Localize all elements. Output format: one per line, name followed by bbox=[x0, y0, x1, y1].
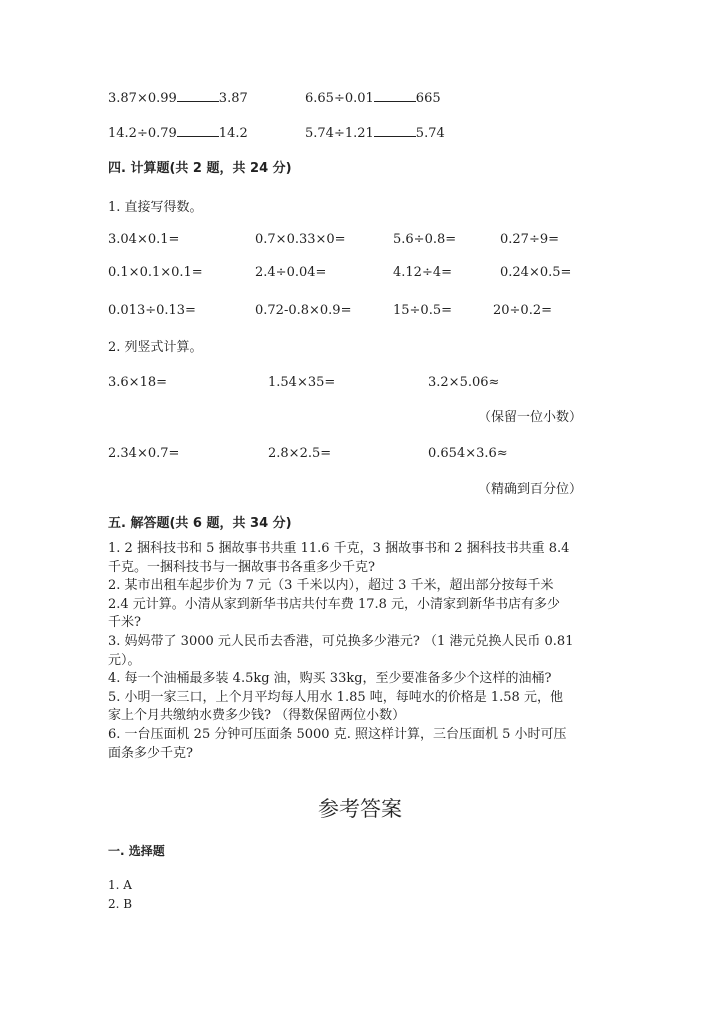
calc-item: 5.6÷0.8= bbox=[393, 232, 457, 247]
problem-line: 家上个月共缴纳水费多少钱? （得数保留两位小数） bbox=[108, 708, 406, 724]
answer-blank[interactable] bbox=[374, 89, 416, 102]
problem-line: 6. 一台压面机 25 分钟可压面条 5000 克. 照这样计算，三台压面机 5 小时可压 bbox=[108, 726, 567, 742]
rounding-note: （保留一位小数） bbox=[478, 410, 583, 425]
answers-section-heading: 一. 选择题 bbox=[108, 844, 165, 858]
section-heading: 五. 解答题(共 6 题，共 34 分) bbox=[108, 516, 292, 531]
vertical-calc-item: 0.654×3.6≈ bbox=[428, 446, 508, 461]
answer-item: 1. A bbox=[108, 878, 132, 892]
compare-item: 14.2÷0.79 14.2 bbox=[108, 126, 248, 141]
vertical-calc-item: 2.8×2.5= bbox=[268, 446, 332, 461]
calc-item: 0.1×0.1×0.1= bbox=[108, 265, 203, 280]
problem-line: 千克。一捆科技书与一捆故事书各重多少千克? bbox=[108, 559, 375, 575]
answer-blank[interactable] bbox=[374, 124, 416, 137]
calc-item: 0.7×0.33×0= bbox=[255, 232, 346, 247]
vertical-calc-item: 2.34×0.7= bbox=[108, 446, 180, 461]
problem-line: 3. 妈妈带了 3000 元人民币去香港，可兑换多少港元? （1 港元兑换人民币 0.81 bbox=[108, 633, 574, 649]
problem-line: 千米? bbox=[108, 615, 141, 631]
problem-line: 5. 小明一家三口，上个月平均每人用水 1.85 吨，每吨水的价格是 1.58 元，他 bbox=[108, 689, 563, 705]
question-label: 1. 直接写得数。 bbox=[108, 200, 203, 215]
calc-item: 4.12÷4= bbox=[393, 265, 453, 280]
calc-item: 0.27÷9= bbox=[500, 232, 560, 247]
calc-item: 3.04×0.1= bbox=[108, 232, 180, 247]
problem-line: 面条多少千克? bbox=[108, 745, 193, 761]
vertical-calc-item: 1.54×35= bbox=[268, 375, 336, 390]
vertical-calc-item: 3.6×18= bbox=[108, 375, 168, 390]
problem-line: 元）。 bbox=[108, 652, 141, 668]
calc-item: 0.72-0.8×0.9= bbox=[255, 303, 352, 318]
problem-line: 4. 每一个油桶最多装 4.5kg 油，购买 33kg，至少要准备多少个这样的油桶? bbox=[108, 671, 552, 687]
compare-item: 6.65÷0.01 665 bbox=[305, 91, 441, 106]
problem-line: 2. 某市出租车起步价为 7 元（3 千米以内），超过 3 千米，超出部分按每千米 bbox=[108, 578, 554, 594]
problem-line: 2.4 元计算。小清从家到新华书店共付车费 17.8 元，小清家到新华书店有多少 bbox=[108, 596, 561, 612]
answer-item: 2. B bbox=[108, 897, 133, 911]
calc-item: 0.24×0.5= bbox=[500, 265, 572, 280]
rounding-note: （精确到百分位） bbox=[478, 482, 583, 497]
compare-item: 5.74÷1.21 5.74 bbox=[305, 126, 445, 141]
calc-item: 20÷0.2= bbox=[493, 303, 553, 318]
calc-item: 0.013÷0.13= bbox=[108, 303, 196, 318]
calc-item: 15÷0.5= bbox=[393, 303, 453, 318]
answer-blank[interactable] bbox=[177, 89, 219, 102]
section-heading: 四. 计算题(共 2 题，共 24 分) bbox=[108, 161, 292, 176]
calc-item: 2.4÷0.04= bbox=[255, 265, 327, 280]
compare-item: 3.87×0.99 3.87 bbox=[108, 91, 248, 106]
problem-line: 1. 2 捆科技书和 5 捆故事书共重 11.6 千克，3 捆故事书和 2 捆科技书共重 8.4 bbox=[108, 541, 570, 556]
vertical-calc-item: 3.2×5.06≈ bbox=[428, 375, 500, 390]
answer-blank[interactable] bbox=[177, 124, 219, 137]
question-label: 2. 列竖式计算。 bbox=[108, 340, 203, 355]
answers-title: 参考答案 bbox=[318, 797, 402, 821]
word-problems bbox=[108, 540, 608, 763]
